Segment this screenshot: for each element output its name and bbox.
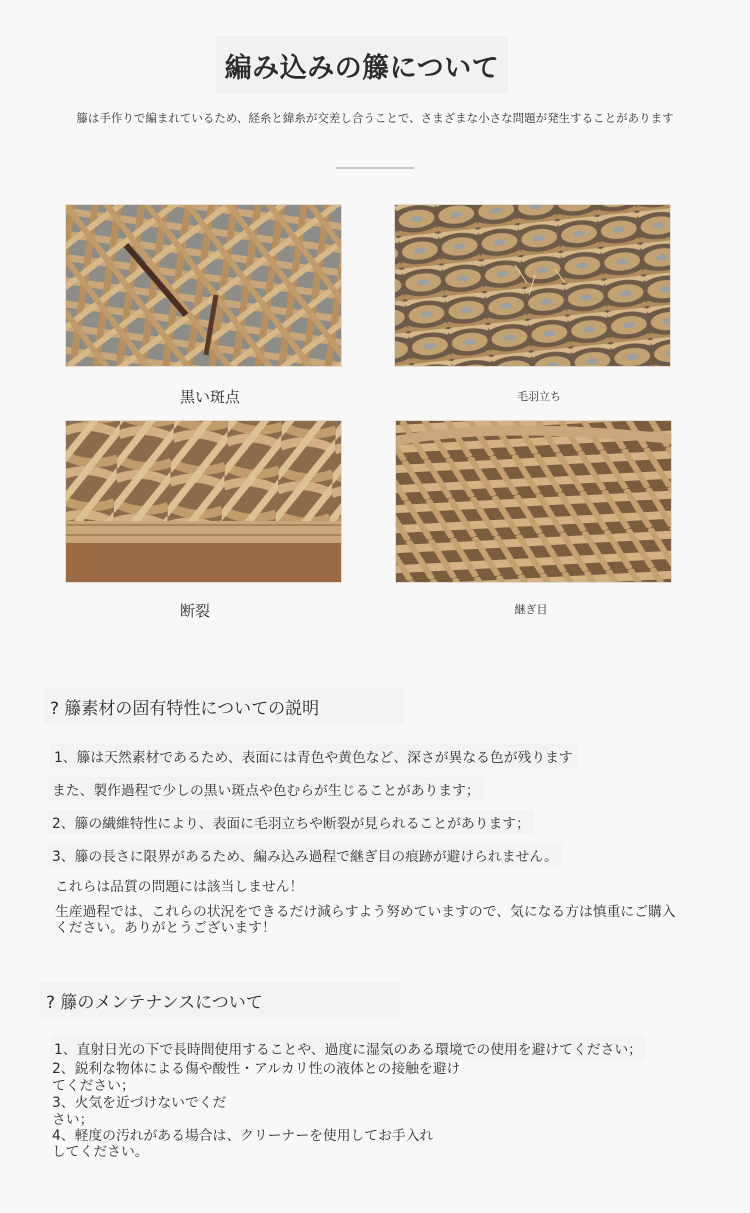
caption-joint: 継ぎ目 [514, 603, 548, 616]
property-line-1: 1、籐は天然素材であるため、表面には青色や黄色など、深さが異なる色が残ります [50, 744, 577, 768]
maintenance-item-4: 4、軽度の汚れがある場合は、クリーナーを使用してお手入れ [52, 1128, 434, 1144]
properties-heading: ? 籐素材の固有特性についての説明 [44, 688, 404, 725]
caption-break: 断裂 [179, 602, 210, 620]
maintenance-item-2: 2、鋭利な物体による傷や酸性・アルカリ性の液体との接触を避け [52, 1061, 461, 1077]
quality-note-line-2: ください。ありがとうございます！ [55, 920, 276, 936]
maintenance-item-3-cont: さい； [52, 1112, 94, 1128]
caption-fuzz: 毛羽立ち [517, 390, 561, 403]
quality-note-line-1: 生産過程では、これらの状況をできるだけ減らすよう努めていますので、気になる方は慎重にご購入 [55, 904, 676, 920]
caption-black-spot: 黒い斑点 [179, 388, 240, 406]
property-line-3: 2、籐の繊維特性により、表面に毛羽立ちや断裂が見られることがあります； [48, 810, 534, 834]
property-line-4: 3、籐の長さに限界があるため、編み込み過程で継ぎ目の痕跡が避けられません。 [48, 843, 562, 867]
rattan-joint-photo [395, 420, 672, 583]
quality-note-title: これらは品質の問題には該当しません！ [55, 879, 304, 895]
rattan-black-spot-photo [65, 204, 342, 367]
page-title: 編み込みの籐について [216, 36, 508, 94]
rattan-break-photo [65, 420, 342, 583]
maintenance-item-2-cont: てください； [52, 1078, 135, 1094]
maintenance-item-3: 3、火気を近づけないでくだ [52, 1095, 227, 1111]
rattan-fuzz-photo [394, 204, 671, 367]
divider [336, 167, 414, 169]
maintenance-heading: ? 籐のメンテナンスについて [40, 982, 400, 1019]
property-line-2: また、製作過程で少しの黒い斑点や色むらが生じることがあります； [48, 777, 484, 801]
intro-text: 籐は手作りで編まれているため、経糸と緯糸が交差し合うことで、さまざまな小さな問題が発生することがあります [76, 111, 674, 125]
maintenance-item-4-cont: してください。 [52, 1144, 149, 1160]
maintenance-item-1: 1、直射日光の下で長時間使用することや、過度に湿気のある環境での使用を避けてください； [50, 1036, 646, 1060]
